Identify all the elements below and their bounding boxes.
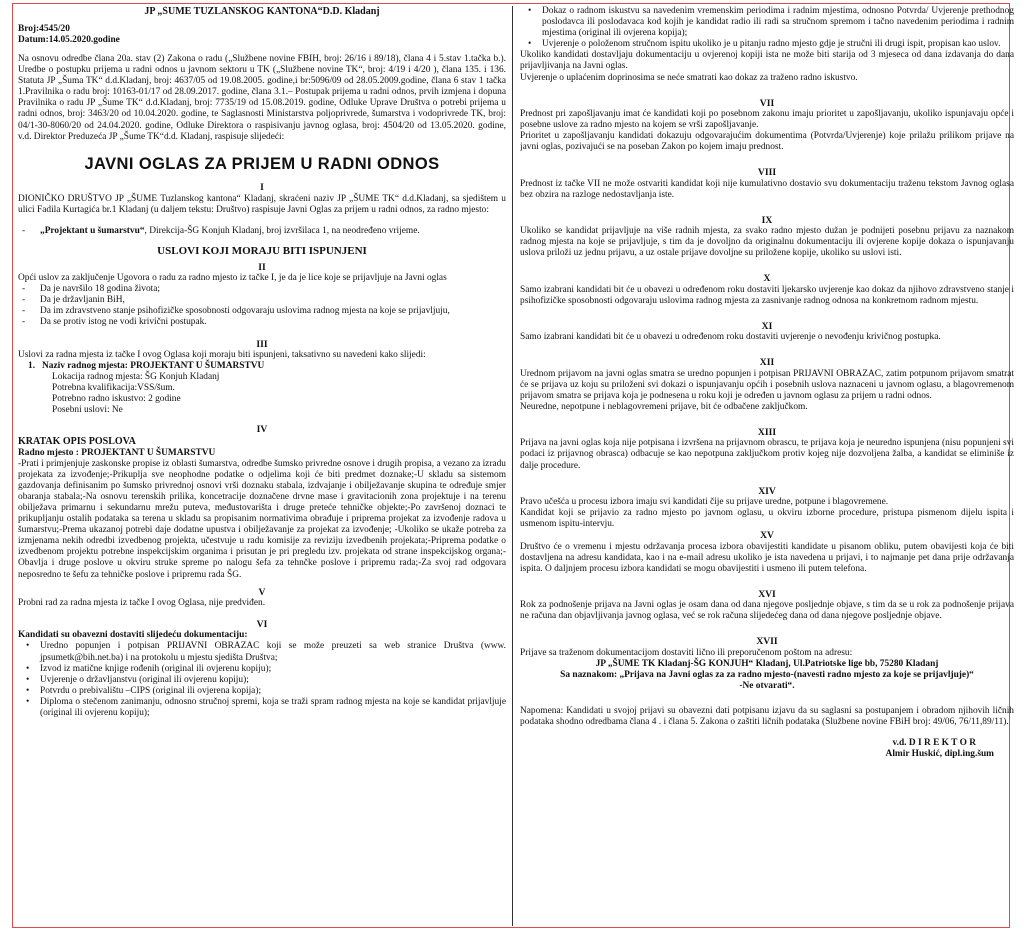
- section-2-lead: Opći uslov za zaključenje Ugovora o radu za radno mjesto iz tačke I, je da je lice koje se prijavljuje na Javni oglas: [18, 273, 447, 284]
- section-11-text: Samo izabrani kandidati bit će u obavezi u određenom roku dostaviti uvjerenje o nevođenju krivičnog postupka.: [520, 332, 941, 343]
- section-number-2: II: [258, 261, 266, 273]
- position-details: , Direkcija-ŠG Konjuh Kladanj, broj izvršilaca 1, na neodređeno vrijeme.: [144, 225, 420, 236]
- section-number-4: IV: [256, 424, 268, 436]
- requirement-detail: Posebni uslovi: Ne: [52, 405, 123, 416]
- section-number-7: VII: [759, 97, 775, 109]
- section-number-10: X: [763, 273, 771, 285]
- section-8-text: Prednost iz tačke VII ne može ostvariti kandidat koji nije kumulativno dostavio svu dokumentaciju traženu tekstom Javnog oglasa bez obzira na razloge nedostavljanja iste.: [520, 178, 1014, 200]
- job-description-title: KRATAK OPIS POSLOVA: [18, 435, 136, 447]
- privacy-note: Napomena: Kandidati u svojoj prijavi su obavezni dati potpisanu izjavu da su saglasni sa postupanjem i obradom njihovih ličnih podataka shodno odredbama člana 4 . i člana 5. Zakona o zaštiti ličnih podataka (Službene novine FBiH broj: 49/06, 76/11,89/11).: [520, 706, 1014, 728]
- section-3-lead: Uslovi za radna mjesta iz tačke I ovog Oglasa koji moraju biti ispunjeni, taksativno su navedeni kako slijedi:: [18, 349, 426, 360]
- section-number-13: XIII: [757, 427, 777, 439]
- position-line: [18, 226, 506, 237]
- documents-list-continued: [520, 6, 1014, 50]
- document-item: • Uredno popunjen i potpisan PRIJAVNI OBRAZAC koji se može preuzeti sa web stranice Društva (www. jpsumetk@bih.net.ba) i na protokolu u mjestu sjedišta Društva;: [40, 641, 506, 663]
- section-14-text: Pravo učešća u procesu izbora imaju svi kandidati čije su prijave uredne, potpune i blagovremene.: [520, 496, 889, 507]
- general-condition: - Da se protiv istog ne vodi krivični postupak.: [18, 317, 506, 328]
- section-7-text: Prednost pri zapošljavanju imat će kandidati koji po posebnom zakonu imaju prioritet u zapošljavanju, ukoliko ispunjavaju opće i posebne uslove za radno mjesto na kojem se vrši zapošljavanje.: [520, 108, 1014, 131]
- signature-name: Almir Huskić, dipl.ing.šum: [885, 749, 994, 760]
- position-name: „Projektant u šumarstvu“: [40, 225, 145, 236]
- section-15-text: Društvo će o vremenu i mjestu održavanja procesa izbora obavijestiti kandidate u pisanom obliku, putem obavijesti koja će biti dostavljena na adresu kandidata, kao i na e-mail adresu ukoliko je ista navedena u prijavi, i to najmanje pet dana prije održavanja ispita. O daljnjem procesu izbora kandidati se mogu obavijestiti i usmeno ili putem telefona.: [520, 541, 1014, 574]
- document-item: • Diploma o stečenom zanimanju, odnosno stručnoj spremi, koja se traži spram radnog mjesta na koje se kandidat prijavljuje (original ili ovjerenu kopiju);: [40, 697, 506, 719]
- section-number-14: XIV: [758, 485, 776, 497]
- document-item: • Izvod iz matične knjige rođenih (original ili ovjerenu kopiju);: [40, 664, 506, 675]
- document-number: Broj:4545/20: [18, 23, 70, 34]
- conditions-title: USLOVI KOJI MORAJU BITI ISPUNJENI: [157, 244, 367, 257]
- section-10-text: Samo izabrani kandidati bit će u obavezi u određenom roku dostaviti ljekarsko uvjerenje kao dokaz da njihovo zdravstveno stanje i psihofizičke sposobnosti odgovaraju uslovima radnog mjesta za zasnivanje radnog odnosa na konkretnom radnom mjestu.: [520, 284, 1014, 306]
- section-number-3: III: [256, 338, 268, 350]
- main-title: JAVNI OGLAS ZA PRIJEM U RADNI ODNOS: [84, 154, 440, 173]
- general-condition: - Da je državljanin BiH,: [18, 295, 506, 306]
- requirement-detail: Lokacija radnog mjesta: ŠG Konjuh Kladanj: [52, 372, 220, 383]
- section-12-text: Urednom prijavom na javni oglas smatra se uredno popunjen i potpisan PRIJAVNI OBRAZAC, zatim potpunom prijavom smatrat će se prijava uz koju su priloženi svi dokazi o ispunjavanju općih i posebnih uslova naznaceni u javnom oglasu, a blagovremenom prijavom smatra se prijava koja je podnesena u roku koji je određen u javnom oglasu za prijem u radni odnos.: [520, 368, 1014, 401]
- section-17-lead: Prijave sa traženom dokumentacijom dostaviti lično ili preporučenom poštom na adresu:: [520, 647, 853, 658]
- signature-title: v.d. D I R E K T O R: [892, 738, 976, 749]
- section-number-11: XI: [761, 320, 773, 332]
- section-16-text: Rok za podnošenje prijava na Javni oglas je osam dana od dana njegove posljednje objave, s tim da se u rok za podnošenje prijava ne računa dan objavljivanja javnog oglasa, već se rok računa slijedećeg dana od dana njegove posljednje objave.: [520, 600, 1014, 622]
- section-number-8: VIII: [757, 167, 777, 179]
- section-number-9: IX: [761, 214, 773, 226]
- position-requirement-title: [18, 361, 506, 372]
- section-1-text: DIONIČKO DRUŠTVO JP „ŠUME Tuzlanskog kantona“ Kladanj, skraćeni naziv JP „ŠUME TK“ d.d.Kladanj, sa sjedištem u ulici Fadila Kurtagića br.1 Kladanj (u daljem tekstu: Društvo) raspisuje Javni Oglas za prijem u radni odnos, za radno mjesto:: [18, 193, 506, 215]
- section-7-text: Prioritet u zapošljavanju kandidati dokazuju odgovarajućim dokumentima (Potvrda/Uvjerenje) koje prilažu prilikom prijave na javni oglas, pozivajući se na poseban Zakon po kojem imaju prednost.: [520, 131, 1014, 153]
- section-14-text: Kandidat koji se prijavio za radno mjesto po javnom oglasu, u okviru izborne procedure, pristupa pismenom dijelu ispita i usmenom ispitu-intervju.: [520, 508, 1014, 530]
- intro-paragraph: Na osnovu odredbe člana 20a. stav (2) Zakona o radu („Službene novine FBIH, broj: 26/16 i 89/18), člana 4 i 5.stav 1.tačka b.). Uredbe o postupku prijema u radni odnos u javnom sektoru u TK („Službene novine TK“, broj: 4/19 i 4/20 ), člana 135. i 136. Statuta JP „Šuma TK“ d.d.Kladanj, broj: 4637/05 od 19.08.2005. godine,i br:5096/09 od 28.05.2009.godine, člana 6 stav 1 tačka 1.Pravilnika o radu broj: 10163-01/17 od 28.09.2017. godine, člana 3.1.– Postupak prijema u radni odnos, prvih izmjena i dopuna Pravilnika o radu JP „Šume TK“ d.d.Kladanj, broj: 7735/19 od 15.08.2019. godine, Odluke Uprave Društva o potrebi prijema u radni odnos, broj: 3463/20 od 10.04.2020. godine, te Saglasnosti Ministarstva poljoprivrede, šumarstva i vodoprivrede TK, broj: 04/1-30-8060/20 od 24.04.2020. godine, Odluke Direktora o raspisivanju javnog oglasa, broj: 4504/20 od 13.05.2020. godine, v.d. Direktor Preduzeća JP „Šume TK“d.d. Kladanj, raspisuje slijedeći:: [18, 53, 506, 142]
- section-9-text: Ukoliko se kandidat prijavljuje na više radnih mjesta, za svako radno mjesto dužan je podnijeti posebnu prijavu za naznakom radnog mjesta na koje se prijavljuje, s tim da je dovoljno da originalnu dokumentaciju ili ovjerene kopije dokaza o ispunjavanju uslova priloži uz jednu prijavu, a uz ostale prijave dovoljne su priložene kopije, ukoliko su uslovi isti.: [520, 226, 1014, 259]
- section-number-5: V: [258, 586, 266, 598]
- documents-list: [18, 641, 506, 719]
- job-description-text: -Prati i primjenjuje zaskonske propise iz oblasti šumarstva, odredbe šumsko privredne osnove i drugih propisa, a vezano za izradu projekata za izvođenje;-Prikuplja sve neophodne podatke o odjelima koji će biti predmet doznake;-U skladu sa sistemom gazdovanja definisanim po šumsko privrednoj osnovi vrši doznaku stabala, izdvajanje i obilježavanje skupina te određuje smjer obaranja stabala;-Na osnovu terenskih prilika, koncetracije doznačene drvne mase i gravitacionih zona projektuje i na terenu obilježava primarnu i sekundarnu mrežu puteva, međustovarišta i druge preteće tehničke objekte;-Po završenoj doznaci te prikupljanju ostalih podataka sa terena u skladu sa propisanim normativima obrađuje i priprema projekat za izvođenje radova u šumarstvu;-Prema ukazanoj potrebi daje dodatne upustva i obilježavanje za projekat za izvođenje; -Ukoliko se ukaže potreba za izmjenama nekih odredbi izvedbenog projekta, učestvuje u radu komisije za reviziju izvedbenih projekata;-Priprema podatke o izvedbenom projektu potrebne inspekcijskim organima i prisutan je pri pregledu izv. projekata od strane inspekcijskog organa;-Obavlja i druge poslove u okviru struke spreme po nalogu šefa za tehnčke poslove i pripremu rada;-Za svoj rad odgovara neposredno te šefu za tehničke poslove i pripremu rada ŠG.: [18, 458, 506, 580]
- section-5-text: Probni rad za radna mjesta iz tačke I ovog Oglasa, nije predviđen.: [18, 597, 266, 608]
- section-number-16: XVI: [758, 588, 776, 600]
- envelope-marking: Sa naznakom: „Prijava na Javni oglas za za radno mjesto-(navesti radno mjesto za koje se prijavljuje)“ -Ne otvarati“.: [560, 669, 974, 691]
- section-number-15: XV: [760, 530, 774, 542]
- section-number-6: VI: [256, 619, 268, 631]
- job-description-subtitle: Radno mjesto : PROJEKTANT U ŠUMARSTVU: [18, 447, 216, 458]
- document-item: • Uvjerenje o položenom stručnom ispitu ukoliko je u pitanju radno mjesto gdje je stručni ili drugi ispit, propisan kao uslov.: [542, 39, 1014, 50]
- right-column: [520, 6, 1014, 928]
- section-number-12: XII: [759, 357, 775, 369]
- documents-lead: Kandidati su obavezni dostaviti slijedeću dokumentaciju:: [18, 630, 248, 641]
- section-12-text: Neuredne, nepotpune i neblagovremeni prijave, bit će odbačene zaključkom.: [520, 401, 808, 412]
- document-item: • Dokaz o radnom iskustvu sa navedenim vremenskim periodima i radnim mjestima, odnosno Potvrda/ Uvjerenje prethodnog poslodavca ili poslodavaca kod kojih je kandidat radio ili radi sa stručnom spremom i tačno navedenim periodima i radnim mjestima (original ili ovjerena kopija);: [542, 6, 1014, 39]
- general-condition: - Da im zdravstveno stanje psihofizičke sposobnosti odgovaraju uslovima radnog mjesta na koje se prijavljuju,: [18, 306, 506, 317]
- documents-note: Ukoliko kandidati dostavljaju dokumentaciju u ovjerenoj kopiji ista ne može biti starija od 3 mjeseca od dana izdavanja do dana prijavljivanja na Javni oglas.: [520, 50, 1014, 72]
- document-item: • Potvrdu o prebivalištu –CIPS (original ili ovjerena kopija);: [40, 686, 506, 697]
- submission-address: JP „ŠUME TK Kladanj-ŠG KONJUH“ Kladanj, Ul.Patriotske lige bb, 75280 Kladanj: [595, 658, 939, 669]
- section-number-1: I: [260, 182, 264, 194]
- section-13-text: Prijava na javni oglas koja nije potpisana i izvršena na prijavnom obrascu, te prijava koja je neuredno ispunjena (nisu popunjeni svi podaci iz prijavnog obrasca) odbacuje se kao nepotpuna zaključkom protiv kojeg nije dozvoljena žalba, a kandidat se eliminiše iz dalje procedure.: [520, 438, 1014, 471]
- position-requirement-name: Naziv radnog mjesta: PROJEKTANT U ŠUMARSTVU: [42, 360, 265, 371]
- documents-note: Uvjerenje o uplaćenim doprinosima se neće smatrati kao dokaz za traženo radno iskustvo.: [520, 72, 858, 83]
- org-header: JP „ŠUME TUZLANSKOG KANTONA“D.D. Kladanj: [144, 6, 380, 17]
- document-date: Datum:14.05.2020.godine: [18, 34, 120, 45]
- document-item: • Uvjerenje o državljanstvu (original ili ovjerenu kopiju);: [40, 675, 506, 686]
- general-condition: - Da je navršilo 18 godina života;: [18, 284, 506, 295]
- column-divider: [512, 6, 513, 926]
- requirement-detail: Potrebna kvalifikacija:VSS/šum.: [52, 383, 175, 394]
- left-column: [18, 6, 506, 928]
- requirement-detail: Potrebno radno iskustvo: 2 godine: [52, 394, 181, 405]
- item-number: 1.: [28, 360, 36, 371]
- section-number-17: XVII: [756, 636, 778, 648]
